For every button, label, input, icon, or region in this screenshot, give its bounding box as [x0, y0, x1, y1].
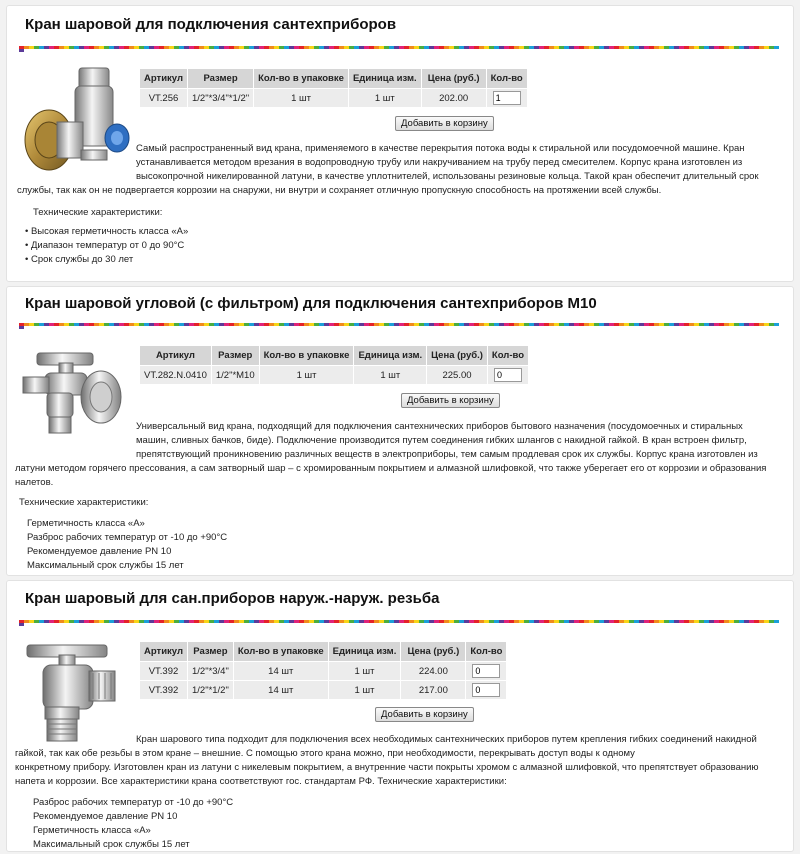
col-header-qty: Кол-во [487, 346, 528, 366]
qty-cell [487, 366, 528, 385]
product-title: Кран шаровой угловой (с фильтром) для подключения сантехприборов М10 [25, 295, 597, 312]
spec-item: Герметичность класса «А» [33, 825, 151, 836]
price-cell: 217.00 [401, 681, 466, 700]
quantity-input[interactable] [493, 91, 521, 105]
add-to-cart-button[interactable]: Добавить в корзину [401, 393, 500, 408]
quantity-input[interactable] [494, 368, 522, 382]
price-cell: 225.00 [427, 366, 488, 385]
spec-item: • Диапазон температур от 0 до 90°С [25, 240, 185, 251]
spec-item: Максимальный срок службы 15 лет [27, 560, 184, 571]
angle-valve-filter-image [15, 345, 125, 445]
description-line: напета и коррозии. Все характеристики крана соответствуют гос. стандартам РФ. Технические характеристики: [15, 776, 507, 787]
spec-item: Герметичность класса «А» [27, 518, 145, 529]
spec-item: Разброс рабочих температур от -10 до +90°С [33, 797, 234, 808]
description-line: препятствующий проникновению различных веществ в электроприборы, тем самым продлевая срок их службы. Корпус крана изготовлен из [136, 449, 758, 460]
add-to-cart-button[interactable]: Добавить в корзину [375, 707, 474, 722]
size-cell: 1/2"*3/4" [187, 662, 233, 681]
ball-valve-image [17, 58, 137, 188]
quantity-input[interactable] [472, 683, 500, 697]
color-stripe-divider [19, 46, 781, 49]
size-cell: 1/2"*3/4"*1/2" [187, 89, 253, 108]
description-line: конкретному прибору. Изготовлен кран из латуни с никелевым покрытием, а внутренние части покрыты хромом с алмазной шлифовкой, что препятствует образованию [15, 762, 759, 773]
specs-title: Технические характеристики: [33, 207, 163, 218]
col-header-size: Размер [187, 69, 253, 89]
spec-item: • Высокая герметичность класса «А» [25, 226, 189, 237]
col-header-size: Размер [187, 642, 233, 662]
pack-cell: 1 шт [254, 89, 349, 108]
col-header-pack: Кол-во в упаковке [259, 346, 354, 366]
pack-cell: 14 шт [233, 681, 328, 700]
article-cell: VT.392 [140, 662, 188, 681]
product-section-2 [6, 286, 794, 576]
unit-cell: 1 шт [354, 366, 427, 385]
col-header-pack: Кол-во в упаковке [233, 642, 328, 662]
add-to-cart-button[interactable]: Добавить в корзину [395, 116, 494, 131]
quantity-input[interactable] [472, 664, 500, 678]
description-line: гайкой, так как обе резьбы в этом кране – внешние. С помощью этого крана можно, при необходимости, перекрывать доступ воды к одному [15, 748, 635, 759]
color-stripe-divider [19, 323, 781, 326]
price-cell: 224.00 [401, 662, 466, 681]
unit-cell: 1 шт [348, 89, 421, 108]
description-line: высокопрочной никелированной латуни, в качестве уплотнителей, использованы резиновые кольца. Такой кран обеспечит длительный срок [136, 171, 759, 182]
color-stripe-divider [19, 620, 781, 623]
col-header-article: Артикул [140, 642, 188, 662]
description-line: Кран шарового типа подходит для подключения всех необходимых сантехнических приборов путем крепления гибких соединений накидной [136, 734, 757, 745]
col-header-qty: Кол-во [486, 69, 527, 89]
article-cell: VT.282.N.0410 [140, 366, 212, 385]
price-cell: 202.00 [421, 89, 486, 108]
table-row [140, 681, 507, 700]
col-header-unit: Единица изм. [348, 69, 421, 89]
col-header-article: Артикул [140, 346, 212, 366]
col-header-price: Цена (руб.) [427, 346, 488, 366]
product-title: Кран шаровой для подключения сантехприборов [25, 16, 397, 33]
table-row [140, 662, 507, 681]
col-header-pack: Кол-во в упаковке [254, 69, 349, 89]
qty-cell [466, 662, 507, 681]
article-cell: VT.256 [140, 89, 188, 108]
ball-valve-external-thread-image [19, 639, 129, 747]
spec-item: Рекомендуемое давление PN 10 [33, 811, 178, 822]
product-title: Кран шаровый для сан.приборов наруж.-наруж. резьба [25, 590, 440, 607]
description-line: устанавливается методом врезания в водопроводную трубу или накручиванием на трубу перед смесителем. Корпус крана изготовлен из [136, 157, 743, 168]
product-spec-table [139, 641, 507, 700]
col-header-unit: Единица изм. [354, 346, 427, 366]
col-header-qty: Кол-во [466, 642, 507, 662]
spec-item: Максимальный срок службы 15 лет [33, 839, 190, 850]
description-line: налетов. [15, 477, 54, 488]
col-header-unit: Единица изм. [328, 642, 401, 662]
qty-cell [486, 89, 527, 108]
specs-title: Технические характеристики: [19, 497, 149, 508]
spec-item: • Срок службы до 30 лет [25, 254, 134, 265]
col-header-size: Размер [211, 346, 259, 366]
description-line: Универсальный вид крана, подходящий для подключения сантехнических приборов бытового назначения (посудомоечных и стиральных [136, 421, 743, 432]
col-header-article: Артикул [140, 69, 188, 89]
size-cell: 1/2"*1/2" [187, 681, 233, 700]
table-row [140, 89, 528, 108]
description-line: латуни методом горячего прессования, а сам затворный шар – с хромированным покрытием и алмазной шлифовкой, что также уберегает его от коррозии и образования [15, 463, 767, 474]
unit-cell: 1 шт [328, 681, 401, 700]
description-line: Самый распространенный вид крана, применяемого в качестве перекрытия потока воды к стиральной или посудомоечной машине. Кран [136, 143, 745, 154]
spec-item: Разброс рабочих температур от -10 до +90°С [27, 532, 228, 543]
product-section-3 [6, 580, 794, 852]
pack-cell: 14 шт [233, 662, 328, 681]
table-row [140, 366, 529, 385]
pack-cell: 1 шт [259, 366, 354, 385]
qty-cell [466, 681, 507, 700]
col-header-price: Цена (руб.) [421, 69, 486, 89]
description-line: службы, так как он не подвергается коррозии на снаружи, ни внутри и сохраняет отличную пропускную способность на протяжении всей службы. [17, 185, 662, 196]
product-spec-table [139, 345, 529, 385]
product-spec-table [139, 68, 528, 108]
description-line: машин, сливных бачков, биде). Подключение производится путем соединения гибких шлангов с накидной гайкой. В кран встроен фильтр, [136, 435, 747, 446]
article-cell: VT.392 [140, 681, 188, 700]
unit-cell: 1 шт [328, 662, 401, 681]
col-header-price: Цена (руб.) [401, 642, 466, 662]
size-cell: 1/2"*М10 [211, 366, 259, 385]
spec-item: Рекомендуемое давление PN 10 [27, 546, 172, 557]
product-section-1 [6, 5, 794, 282]
